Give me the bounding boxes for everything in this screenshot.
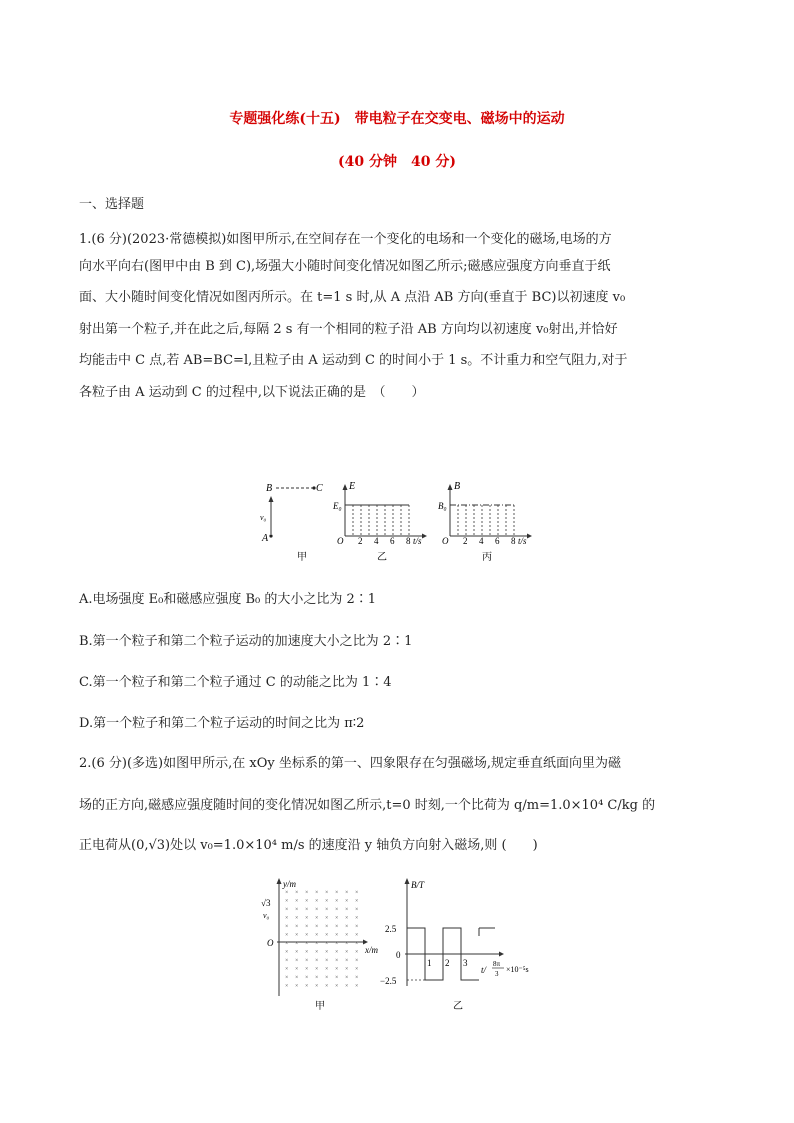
field-cross-icon: × (345, 898, 349, 905)
q1-line: 向水平向右(图甲中由 B 到 C),场强大小随时间变化情况如图乙所示;磁感应强度方向垂直于纸 (79, 259, 611, 274)
field-cross-icon: × (305, 949, 309, 956)
arrow-icon (405, 878, 410, 884)
field-cross-icon: × (325, 924, 329, 930)
yi-t-label: t/ (481, 965, 487, 975)
field-cross-icon: × (315, 983, 319, 990)
field-cross-icon: × (335, 915, 339, 922)
field-cross-icon: × (355, 966, 359, 973)
field-cross-icon: × (325, 932, 329, 939)
bing-t-label: t/s (518, 536, 527, 546)
q1-line: 1.(6 分)(2023·常德模拟)如图甲所示,在空间存在一个变化的电场和一个变化的磁场,电场的方 (79, 232, 612, 247)
field-cross-icon: × (315, 890, 319, 896)
field-cross-icon: × (345, 907, 349, 913)
field-cross-icon: × (315, 949, 319, 956)
field-cross-icon: × (315, 898, 319, 905)
field-cross-icon: × (295, 958, 299, 964)
option-a[interactable]: A.电场强度 E₀和磁感应强度 B₀ 的大小之比为 2∶1 (79, 592, 377, 607)
field-cross-icon: × (325, 958, 329, 964)
field-cross-icon: × (355, 907, 359, 913)
option-c[interactable]: C.第一个粒子和第二个粒子通过 C 的动能之比为 1∶4 (79, 675, 392, 690)
field-cross-icon: × (305, 898, 309, 905)
field-cross-icon: × (295, 890, 299, 896)
field-cross-icon: × (335, 932, 339, 939)
caption-yi: 乙 (377, 552, 387, 563)
yi-pos-label: 2.5 (385, 924, 397, 934)
field-cross-icon: × (345, 983, 349, 990)
field-cross-icon: × (345, 966, 349, 973)
field-cross-icon: × (295, 966, 299, 973)
field-cross-icon: × (325, 975, 329, 981)
field-cross-icon: × (285, 975, 289, 981)
field-cross-icon: × (335, 958, 339, 964)
yi-tick: 4 (374, 536, 379, 546)
field-cross-icon: × (315, 958, 319, 964)
q1-line: 射出第一个粒子,并在此之后,每隔 2 s 有一个相同的粒子沿 AB 方向均以初速度 v₀射出,并恰好 (79, 322, 618, 337)
label-C: C (316, 483, 323, 494)
field-cross-icon: × (315, 966, 319, 973)
field-cross-icon: × (295, 949, 299, 956)
yi-tick: 8 (406, 536, 411, 546)
field-cross-icon: × (305, 941, 309, 947)
q1-figure (250, 474, 540, 574)
field-cross-icon: × (325, 907, 329, 913)
field-cross-icon: × (325, 898, 329, 905)
field-cross-icon: × (295, 932, 299, 939)
field-cross-icon: × (345, 924, 349, 930)
field-cross-icon: × (315, 924, 319, 930)
field-cross-icon: × (315, 975, 319, 981)
field-cross-icon: × (305, 907, 309, 913)
field-cross-icon: × (325, 941, 329, 947)
field-cross-icon: × (305, 958, 309, 964)
q1-line: 面、大小随时间变化情况如图丙所示。在 t=1 s 时,从 A 点沿 AB 方向(垂直于 BC)以初速度 v₀ (79, 290, 626, 305)
field-cross-icon: × (295, 983, 299, 990)
field-cross-icon: × (285, 958, 289, 964)
field-cross-icon: × (305, 932, 309, 939)
field-cross-icon: × (325, 915, 329, 922)
yi-frac-den: 3 (495, 970, 499, 978)
point-a (269, 534, 272, 537)
label-v0: v₀ (260, 513, 267, 522)
jia-v0: v₀ (263, 911, 270, 920)
field-cross-icon: × (325, 949, 329, 956)
field-cross-icon: × (315, 941, 319, 947)
yi-caption: 乙 (453, 1001, 463, 1012)
yi-zero-label: 0 (396, 950, 401, 960)
jia-x-label: x/m (365, 945, 378, 955)
jia-y-label: y/m (283, 879, 296, 889)
field-cross-icon: × (335, 924, 339, 930)
arrow-icon (277, 878, 282, 884)
field-cross-icon: × (325, 890, 329, 896)
field-cross-icon: × (335, 907, 339, 913)
field-cross-icon: × (295, 941, 299, 947)
arrow-icon (343, 484, 348, 490)
option-d[interactable]: D.第一个粒子和第二个粒子运动的时间之比为 π∶2 (79, 716, 365, 731)
option-b[interactable]: B.第一个粒子和第二个粒子运动的加速度大小之比为 2∶1 (79, 634, 413, 649)
field-cross-icon: × (345, 975, 349, 981)
page-title: 专题强化练(十五) 带电粒子在交变电、磁场中的运动 (229, 111, 565, 127)
field-cross-icon: × (345, 958, 349, 964)
field-cross-icon: × (295, 924, 299, 930)
field-cross-icon: × (305, 915, 309, 922)
field-cross-icon: × (355, 941, 359, 947)
arrow-icon (363, 940, 368, 945)
field-cross-icon: × (355, 924, 359, 930)
q1-line: 各粒子由 A 运动到 C 的过程中,以下说法正确的是 （ ） (79, 385, 425, 400)
field-cross-icon: × (325, 966, 329, 973)
field-cross-icon: × (355, 975, 359, 981)
yi-neg-label: −2.5 (380, 976, 397, 986)
q2-line: 2.(6 分)(多选)如图甲所示,在 xOy 坐标系的第一、四象限存在匀强磁场,规定垂直纸面向里为磁 (79, 756, 621, 771)
field-cross-icon: × (285, 898, 289, 905)
bing-tick: 2 (463, 536, 468, 546)
field-cross-icon: × (355, 898, 359, 905)
field-cross-icon: × (285, 890, 289, 896)
field-cross-icon: × (355, 958, 359, 964)
yi-t-unit: ×10⁻⁵s (506, 965, 529, 974)
label-B: B (266, 483, 273, 494)
jia-origin: O (267, 938, 274, 948)
field-cross-icon: × (345, 915, 349, 922)
jia-caption: 甲 (315, 1001, 325, 1012)
field-cross-icon: × (305, 890, 309, 896)
field-cross-icon: × (285, 924, 289, 930)
yi-origin: O (337, 536, 344, 546)
field-cross-icon: × (315, 932, 319, 939)
field-cross-icon: × (355, 890, 359, 896)
field-cross-icon: × (335, 975, 339, 981)
caption-bing: 丙 (482, 552, 492, 563)
yi-tick: 3 (463, 958, 468, 968)
page-subtitle: (40 分钟 40 分) (338, 154, 456, 170)
arrow-icon (527, 534, 532, 539)
field-cross-icon: × (335, 890, 339, 896)
bing-origin: O (442, 536, 449, 546)
field-cross-icon: × (325, 983, 329, 990)
yi-y-label: B/T (411, 880, 425, 890)
field-cross-icon: × (295, 915, 299, 922)
field-cross-icon: × (355, 932, 359, 939)
field-cross-icon: × (305, 975, 309, 981)
field-cross-icon: × (355, 949, 359, 956)
section-heading: 一、选择题 (79, 197, 145, 212)
field-cross-icon: × (345, 949, 349, 956)
caption-jia: 甲 (297, 552, 307, 563)
yi-tick: 1 (427, 958, 432, 968)
field-cross-icon: × (305, 924, 309, 930)
magnetic-field-crosses (285, 890, 358, 990)
bing-tick: 6 (495, 536, 500, 546)
field-cross-icon: × (295, 907, 299, 913)
field-cross-icon: × (315, 907, 319, 913)
field-cross-icon: × (345, 941, 349, 947)
field-cross-icon: × (335, 983, 339, 990)
yi-t-label: t/s (413, 536, 422, 546)
field-cross-icon: × (315, 915, 319, 922)
bing-tick: 8 (511, 536, 516, 546)
field-cross-icon: × (295, 975, 299, 981)
field-cross-icon: × (345, 932, 349, 939)
field-cross-icon: × (285, 941, 289, 947)
yi-level-label: E₀ (333, 501, 342, 511)
field-cross-icon: × (335, 898, 339, 905)
bing-level-label: B₀ (438, 501, 447, 511)
q2-line: 场的正方向,磁感应强度随时间的变化情况如图乙所示,t=0 时刻,一个比荷为 q/m=1.0×10⁴ C/kg 的 (79, 798, 656, 813)
field-cross-icon: × (285, 932, 289, 939)
velocity-arrow-icon (269, 496, 274, 502)
field-cross-icon: × (285, 983, 289, 990)
field-cross-icon: × (335, 941, 339, 947)
yi-frac-num: 8π (493, 960, 501, 968)
field-cross-icon: × (285, 915, 289, 922)
q2-figure (255, 874, 555, 1014)
yi-y-label: E (349, 481, 356, 492)
bing-y-label: B (454, 481, 461, 492)
q2-line: 正电荷从(0,√3)处以 v₀=1.0×10⁴ m/s 的速度沿 y 轴负方向射入磁场,则 ( ) (79, 838, 538, 853)
field-cross-icon: × (285, 907, 289, 913)
arrow-icon (448, 484, 453, 490)
yi-tick: 2 (358, 536, 363, 546)
field-cross-icon: × (335, 966, 339, 973)
jia-sqrt3: √3 (261, 898, 271, 908)
field-cross-icon: × (285, 949, 289, 956)
field-cross-icon: × (295, 898, 299, 905)
q1-line: 均能击中 C 点,若 AB=BC=l,且粒子由 A 运动到 C 的时间小于 1 s。不计重力和空气阻力,对于 (79, 353, 628, 368)
field-cross-icon: × (355, 983, 359, 990)
field-cross-icon: × (355, 915, 359, 922)
yi-tick: 2 (445, 958, 450, 968)
field-cross-icon: × (305, 983, 309, 990)
bing-tick: 4 (479, 536, 484, 546)
label-A: A (262, 533, 269, 544)
arrow-icon (499, 952, 504, 957)
field-cross-icon: × (345, 890, 349, 896)
field-cross-icon: × (305, 966, 309, 973)
yi-tick: 6 (390, 536, 395, 546)
field-cross-icon: × (335, 949, 339, 956)
arrow-icon (422, 534, 427, 539)
field-cross-icon: × (285, 966, 289, 973)
